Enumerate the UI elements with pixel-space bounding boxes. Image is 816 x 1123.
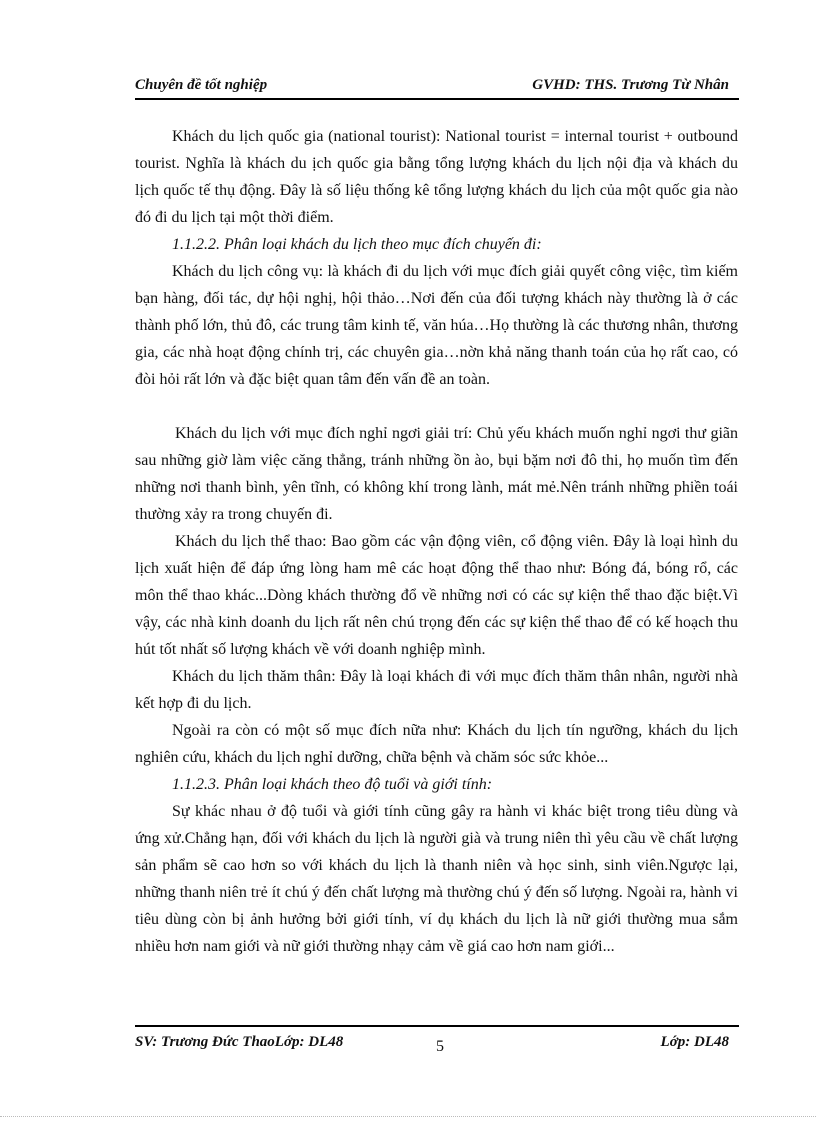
page-edge-divider bbox=[0, 1116, 816, 1117]
footer-class: Lớp: DL48 bbox=[660, 1034, 729, 1050]
paragraph-business-tourist: Khách du lịch công vụ: là khách đi du lịch với mục đích giải quyết công việc, tìm kiếm bạn hàng, đối tác, dự hội nghị, hội thảo…Nơi đến của đối tượng khách này thường là ở các thành phố lớn, thủ đô, các trung tâm kinh tế, văn húa…Họ thường là các thương nhân, thương gia, các nhà hoạt động chính trị, các chuyên gia…nờn khả năng thanh toán của họ rất cao, có đòi hỏi rất lớn và đặc biệt quan tâm đến vấn đề an toàn. bbox=[135, 263, 738, 388]
paragraph-leisure-tourist: Khách du lịch với mục đích nghỉ ngơi giải trí: Chủ yếu khách muốn nghỉ ngơi thư giãn sau những giờ làm việc căng thẳng, tránh những ồn ào, bụi bặm nơi đô thi, họ muốn tìm đến những nơi thanh bình, yên tĩnh, có không khí trong lành, mát mẻ.Nên tránh những phiền toái thường xảy ra trong chuyến đi. bbox=[135, 425, 738, 523]
footer-student: SV: Trương Đức ThaoLớp: DL48 bbox=[135, 1034, 344, 1050]
section-heading-1-1-2-3: 1.1.2.3. Phân loại khách theo độ tuổi và giới tính: bbox=[172, 776, 493, 793]
paragraph-other-purposes: Ngoài ra còn có một số mục đích nữa như: Khách du lịch tín ngưỡng, khách du lịch nghiên cứu, khách du lịch nghỉ dưỡng, chữa bệnh và chăm sóc sức khỏe... bbox=[135, 722, 738, 766]
paragraph-age-gender: Sự khác nhau ở độ tuổi và giới tính cũng gây ra hành vi khác biệt trong tiêu dùng và ứng xử.Chẳng hạn, đối với khách du lịch là người già và trung niên thì yêu cầu về chất lượng sản phẩm sẽ cao hơn so với khách du lịch là thanh niên và học sinh, sinh viên.Ngược lại, những thanh niên trẻ ít chú ý đến chất lượng mà thường chú ý đến số lượng. Ngoài ra, hành vi tiêu dùng còn bị ảnh hưởng bởi giới tính, ví dụ khách du lịch là nữ giới thường mua sắm nhiều hơn nam giới và nữ giới thường nhạy cảm về giá cao hơn nam giới... bbox=[135, 803, 738, 955]
paragraph-sports-tourist: Khách du lịch thể thao: Bao gồm các vận động viên, cổ động viên. Đây là loại hình du lịch xuất hiện để đáp ứng lòng ham mê các hoạt động thể thao như: Bóng đá, bóng rổ, các môn thể thao khác...Dòng khách thường đổ về những nơi có các sự kiện thể thao đặc biệt.Vì vậy, các nhà kinh doanh du lịch rất nên chú trọng đến các sự kiện thể thao để có kế hoạch thu hút tốt nhất số lượng khách về với doanh nghiệp mình. bbox=[135, 533, 738, 658]
page-footer bbox=[135, 1025, 739, 1057]
header-title: Chuyên đề tốt nghiệp bbox=[135, 77, 268, 93]
page-number: 5 bbox=[436, 1038, 444, 1055]
header-advisor: GVHD: THS. Trương Từ Nhân bbox=[532, 77, 729, 93]
section-heading-1-1-2-2: 1.1.2.2. Phân loại khách du lịch theo mục đích chuyến đi: bbox=[172, 236, 542, 253]
document-body bbox=[135, 123, 738, 960]
page-header bbox=[135, 76, 739, 100]
paragraph-visiting-relatives: Khách du lịch thăm thân: Đây là loại khách đi với mục đích thăm thân nhân, người nhà kết hợp đi du lịch. bbox=[135, 668, 738, 712]
paragraph-national-tourist: Khách du lịch quốc gia (national tourist): National tourist = internal tourist + outbound tourist. Nghĩa là khách du ịch quốc gia bằng tổng lượng khách du lịch nội địa và khách du lịch quốc tế thụ động. Đây là số liệu thống kê tổng lượng khách du lịch của một quốc gia nào đó đi du lịch tại một thời điểm. bbox=[135, 128, 738, 226]
